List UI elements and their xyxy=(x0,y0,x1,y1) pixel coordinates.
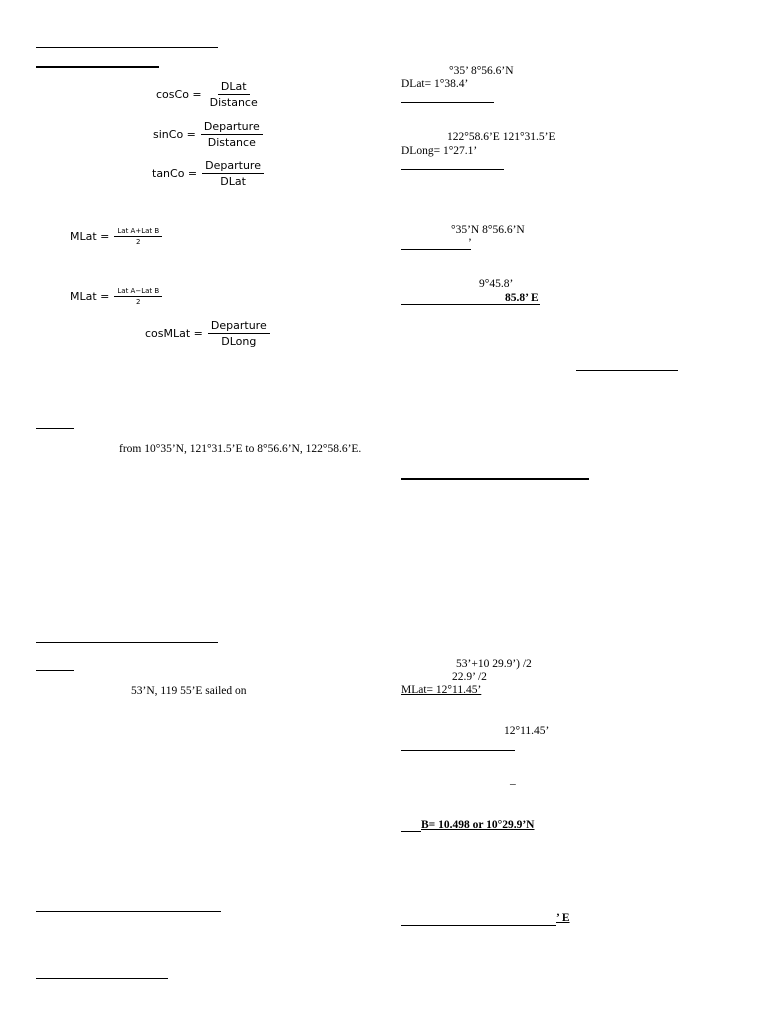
heading-rule-1 xyxy=(36,47,218,48)
formula-numerator: Lat A−Lat B xyxy=(114,287,162,297)
heading-rule-2 xyxy=(36,66,159,68)
rule-r3 xyxy=(401,249,471,250)
rule-r9 xyxy=(401,925,556,926)
formula-lhs: MLat = xyxy=(70,290,110,303)
mlat-calc-line2: 22.9’ /2 xyxy=(452,671,487,683)
formula-denominator: 2 xyxy=(136,298,141,306)
formula-mlat-diff xyxy=(70,287,162,306)
formula-lhs: tanCo = xyxy=(152,167,198,180)
formula-denominator: Distance xyxy=(209,96,258,109)
formula-lhs: sinCo = xyxy=(153,128,196,141)
heading-rule-4 xyxy=(36,911,221,912)
rule-r8 xyxy=(401,831,421,832)
formula-numerator: Departure xyxy=(201,120,263,135)
formula-denominator: DLong xyxy=(221,335,257,348)
formula-denominator: DLat xyxy=(220,175,246,188)
heading-rule-3 xyxy=(36,642,218,643)
formula-lhs: cosCo = xyxy=(156,88,202,101)
formula-denominator: Distance xyxy=(207,136,256,149)
formula-tanco xyxy=(152,159,264,188)
problem1-label-rule xyxy=(36,428,74,429)
formula-cosmlat xyxy=(145,319,270,348)
formula-lhs: cosMLat = xyxy=(145,327,203,340)
rule-r5 xyxy=(576,370,678,371)
problem2-text: 53’N, 119 55’E sailed on xyxy=(131,685,247,697)
formula-numerator: DLat xyxy=(218,80,250,95)
formula-numerator: Departure xyxy=(202,159,264,174)
mlat-value: 9°45.8’ xyxy=(479,278,514,290)
stray-mark: ’ xyxy=(468,237,472,249)
rule-r7 xyxy=(401,750,515,751)
departure-result: 85.8’ E xyxy=(505,292,539,304)
formula-mlat-sum xyxy=(70,227,162,246)
formula-numerator: Departure xyxy=(208,319,270,334)
dash-mark: – xyxy=(510,778,516,790)
lat-values: °35’N 8°56.6’N xyxy=(451,224,525,236)
final-result: ’ E xyxy=(556,912,570,924)
formula-denominator: 2 xyxy=(136,238,141,246)
dlat-result: DLat= 1°38.4’ xyxy=(401,78,469,90)
lat-b-result: B= 10.498 or 10°29.9’N xyxy=(421,819,535,831)
dlong-values: 122°58.6’E 121°31.5’E xyxy=(447,131,556,143)
heading-rule-r6 xyxy=(401,478,589,480)
formula-numerator: Lat A+Lat B xyxy=(114,227,162,237)
formula-lhs: MLat = xyxy=(70,230,110,243)
problem2-label-rule xyxy=(36,670,74,671)
mlat-result: MLat= 12°11.45’ xyxy=(401,684,482,696)
mlat-value-2: 12°11.45’ xyxy=(504,725,550,737)
rule-r2 xyxy=(401,169,504,170)
dlong-result: DLong= 1°27.1’ xyxy=(401,145,478,157)
heading-rule-5 xyxy=(36,978,168,979)
rule-r1 xyxy=(401,102,494,103)
formula-cosco xyxy=(156,80,261,109)
dlat-values: °35’ 8°56.6’N xyxy=(449,65,514,77)
formula-sinco xyxy=(153,120,263,149)
mlat-calc-line1: 53’+10 29.9’) /2 xyxy=(456,658,532,670)
problem1-text: from 10°35’N, 121°31.5’E to 8°56.6’N, 122°58.6’E. xyxy=(119,443,362,455)
